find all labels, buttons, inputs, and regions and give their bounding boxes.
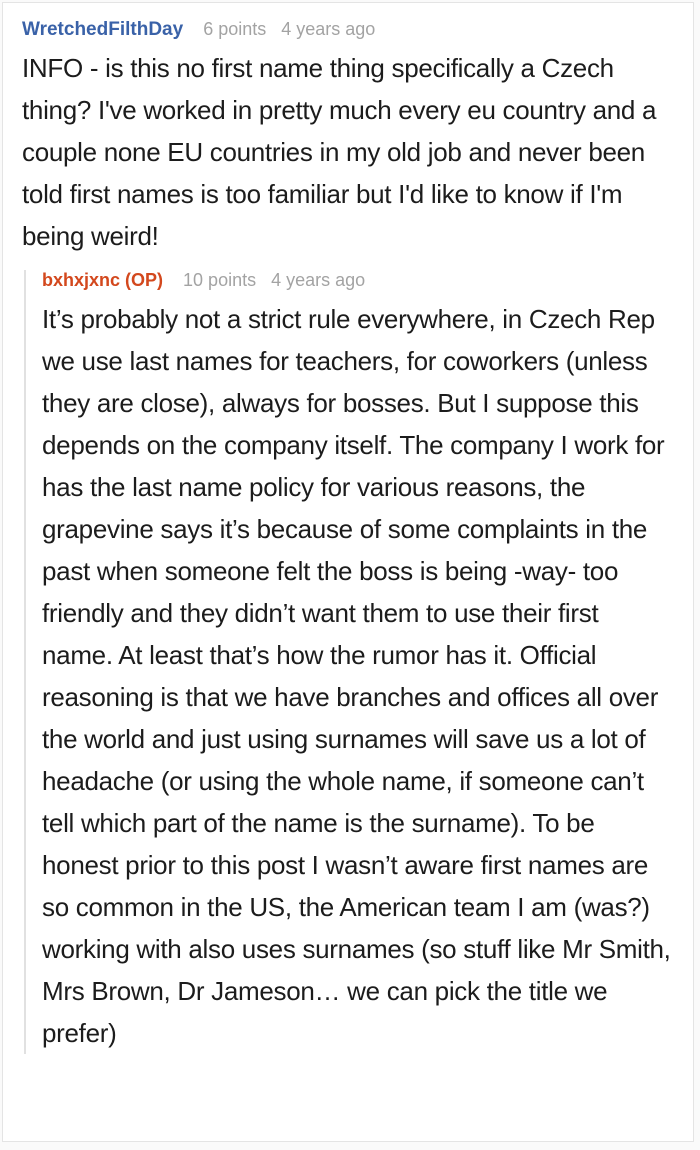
reply-comment — [24, 270, 675, 1054]
reply-content — [42, 270, 675, 1054]
username-link[interactable]: WretchedFilthDay — [22, 19, 184, 40]
timestamp-label: 4 years ago — [271, 270, 366, 290]
timestamp-label: 4 years ago — [281, 19, 376, 39]
thread-collapse-line[interactable] — [24, 270, 26, 1054]
comment-body: INFO - is this no first name thing specifically a Czech thing? I've worked in pretty much every eu country and a couple none EU countries in my old job and never been told first names is too familiar but I'd like to know if I'm being weird! — [22, 53, 657, 251]
reply-comment-body: It’s probably not a strict rule everywhere, in Czech Rep we use last names for teachers, for coworkers (unless they are close), always for bosses. But I suppose this depends on the company itself. The company I work for has the last name policy for various reasons, the grapevine says it’s because of some complaints in the past when someone felt the boss is being -way- too friendly and they didn’t want them to use their first name. At least that’s how the rumor has it. Official reasoning is that we have branches and offices all over the world and just using surnames will save us a lot of headache (or using the whole name, if someone can’t tell which part of the name is the surname). To be honest prior to this post I wasn’t aware first names are so common in the US, the American team I am (was?) working with also uses surnames (so stuff like Mr Smith, Mrs Brown, Dr Jameson… we can pick the title we prefer) — [42, 304, 671, 1048]
comment-header — [22, 19, 675, 41]
comment-header — [42, 270, 675, 291]
points-label: 6 points — [203, 19, 267, 39]
op-username-link[interactable]: bxhxjxnc (OP) — [42, 270, 164, 290]
points-label: 10 points — [183, 270, 257, 290]
comment-thread-card — [2, 2, 694, 1142]
comment-top-level — [22, 19, 675, 1054]
